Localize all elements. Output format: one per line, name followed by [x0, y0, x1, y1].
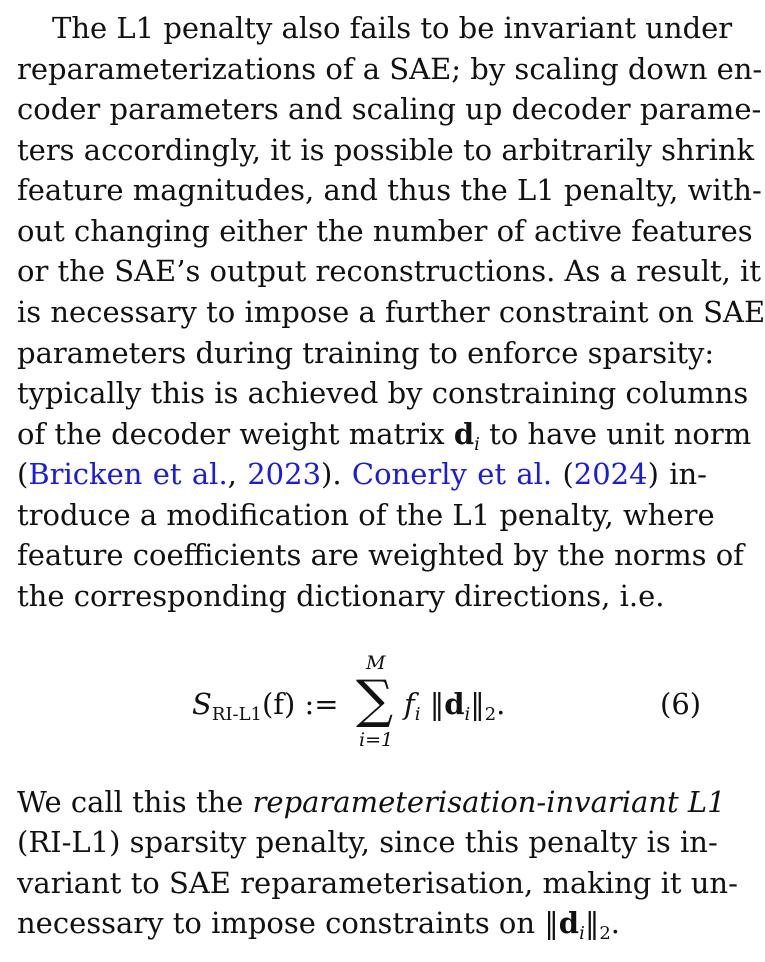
- citation-link-conerly[interactable]: Conerly et al.: [351, 457, 553, 491]
- norm-close: ‖: [584, 906, 600, 940]
- paragraph-line: reparameterizations of a SAE; by scaling down en-: [17, 52, 763, 86]
- paragraph-line: ters accordingly, it is possible to arbitrarily shrink: [17, 133, 755, 167]
- citation-year-2023[interactable]: 2023: [247, 457, 322, 491]
- norm-open: ‖: [544, 906, 559, 940]
- paragraph-line: out changing either the number of active features: [17, 214, 753, 248]
- paragraph-line: coder parameters and scaling up decoder parame-: [17, 92, 762, 126]
- line-text: ) in-: [647, 457, 707, 491]
- paragraph-line: [17, 782, 726, 822]
- decoder-direction-symbol: d: [453, 417, 475, 451]
- paragraph-line: [17, 903, 707, 943]
- paragraph-line: feature magnitudes, and thus the L1 penalty, with-: [17, 173, 762, 207]
- sum-lower-limit: i=1: [359, 729, 394, 751]
- decoder-direction-symbol: d: [558, 906, 580, 940]
- norm-open: ‖: [429, 687, 445, 721]
- paragraph-line: troduce a modification of the L1 penalty, where: [17, 498, 715, 532]
- citation-link-bricken[interactable]: Bricken et al.: [28, 457, 228, 491]
- index-symbol: i: [474, 434, 480, 455]
- paragraph-line: [17, 414, 752, 455]
- norm-close: ‖: [470, 687, 485, 721]
- paragraph-line: feature coefficients are weighted by the norms of: [17, 538, 744, 572]
- line-text: of the decoder weight matrix: [17, 417, 454, 451]
- line-text: to have unit norm: [479, 417, 752, 451]
- paren-close: ).: [321, 457, 352, 491]
- comma: ,: [227, 457, 248, 491]
- equation-6: [0, 652, 724, 757]
- paragraph-line: or the SAE’s output reconstructions. As a result, it: [17, 254, 761, 288]
- line-text: We call this the: [17, 785, 253, 819]
- sum-upper-limit: M: [366, 652, 386, 674]
- paragraph-line: is necessary to impose a further constraint on SAE: [17, 295, 765, 329]
- norm-subscript: 2: [484, 704, 497, 725]
- line-text: necessary to impose constraints on: [17, 906, 545, 940]
- equation-number: (6): [660, 687, 702, 721]
- summation-icon: ∑: [356, 670, 394, 730]
- penalty-symbol: S: [192, 687, 212, 721]
- paragraph-line: (RI-L1) sparsity penalty, since this penalty is in-: [17, 825, 718, 859]
- paragraph-line: the corresponding dictionary directions, i.e.: [17, 579, 665, 613]
- paragraph-line: The L1 penalty also fails to be invariant under: [52, 11, 733, 45]
- citation-year-2024[interactable]: 2024: [573, 457, 648, 491]
- equation-lhs: [192, 680, 339, 728]
- feature-coefficient: f: [404, 687, 415, 721]
- index-symbol: i: [414, 704, 421, 725]
- paragraph-line: parameters during training to enforce sparsity:: [17, 336, 715, 370]
- equation-rhs: [404, 680, 505, 728]
- index-symbol: i: [579, 923, 585, 944]
- index-symbol: i: [464, 704, 471, 725]
- paren: (: [17, 457, 29, 491]
- norm-subscript: 2: [599, 923, 611, 944]
- paragraph-line: variant to SAE reparameterisation, making it un-: [17, 866, 738, 900]
- paragraph-line: [17, 454, 707, 494]
- emphasized-term: reparameterisation-invariant L1: [252, 785, 726, 819]
- equation-argument: (f) :=: [261, 687, 339, 721]
- penalty-subscript: RI-L1: [211, 704, 262, 725]
- paragraph-line: typically this is achieved by constraining columns: [17, 376, 749, 410]
- paren-open: (: [552, 457, 574, 491]
- equation-period: .: [496, 687, 506, 721]
- decoder-direction-symbol: d: [444, 687, 465, 721]
- sentence-period: .: [610, 906, 620, 940]
